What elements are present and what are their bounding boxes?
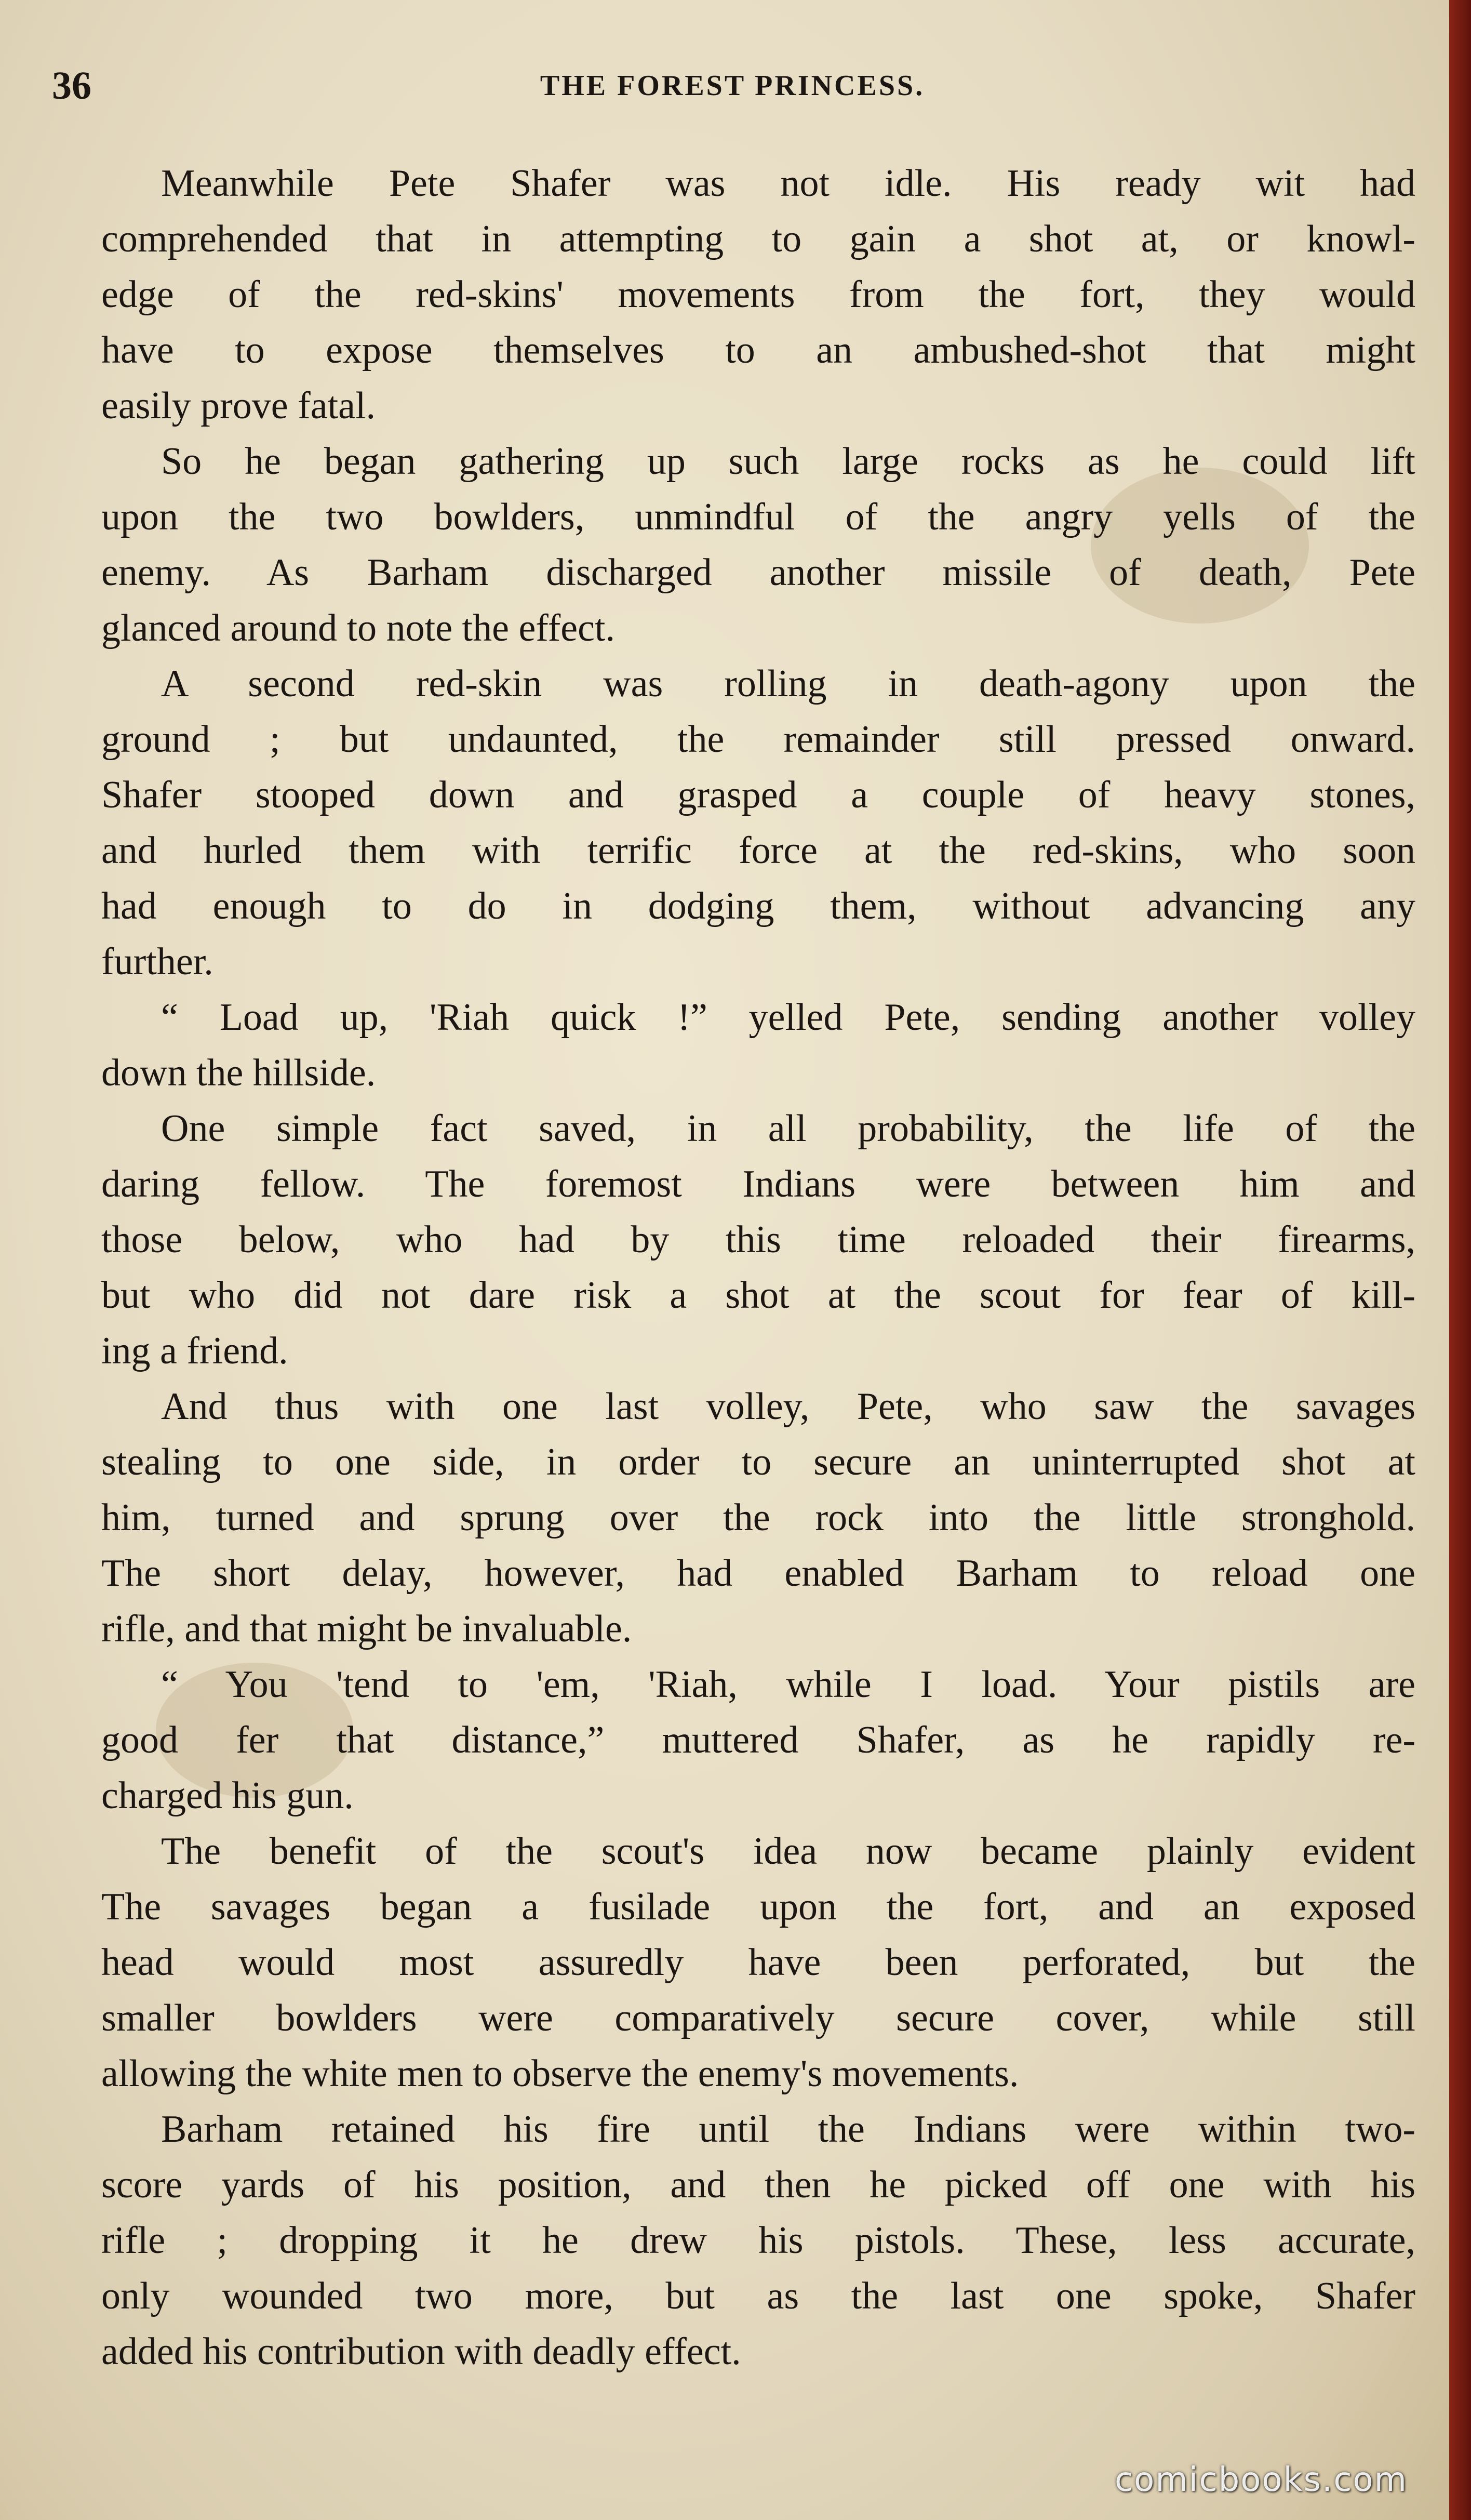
text-line: good fer that distance,” muttered Shafer, as he rapidly re- — [101, 1719, 1415, 1761]
text-line: daring fellow. The foremost Indians were between him and — [101, 1163, 1415, 1205]
watermark: comicbooks.com — [1114, 2461, 1408, 2499]
text-line: only wounded two more, but as the last one spoke, Shafer — [101, 2275, 1415, 2317]
text-line: ing a friend. — [101, 1330, 288, 1372]
text-line: head would most assuredly have been perforated, but the — [101, 1941, 1415, 1984]
text-line: further. — [101, 940, 213, 983]
text-line: enemy. As Barham discharged another missile of death, Pete — [101, 551, 1415, 594]
text-line: stealing to one side, in order to secure an uninterrupted shot at — [101, 1441, 1415, 1483]
body-text — [101, 156, 1415, 2380]
running-head: THE FOREST PRINCESS. — [540, 70, 925, 102]
text-line: allowing the white men to observe the enemy's movements. — [101, 2052, 1019, 2095]
page-edge — [1449, 0, 1471, 2520]
text-line: The savages began a fusilade upon the fort, and an exposed — [101, 1886, 1415, 1928]
text-line: One simple fact saved, in all probability, the life of the — [161, 1107, 1415, 1150]
text-line: “ Load up, 'Riah quick !” yelled Pete, sending another volley — [161, 996, 1415, 1039]
text-line: Barham retained his fire until the Indians were within two- — [161, 2108, 1415, 2151]
text-line: upon the two bowlders, unmindful of the angry yells of the — [101, 496, 1415, 538]
text-line: rifle, and that might be invaluable. — [101, 1608, 632, 1650]
text-line: comprehended that in attempting to gain a shot at, or knowl- — [101, 218, 1415, 260]
page-number: 36 — [52, 64, 91, 108]
text-line: So he began gathering up such large rocks as he could lift — [161, 440, 1415, 483]
text-line: have to expose themselves to an ambushed-shot that might — [101, 329, 1415, 372]
text-line: A second red-skin was rolling in death-agony upon the — [161, 662, 1415, 705]
text-line: down the hillside. — [101, 1052, 376, 1094]
text-line: edge of the red-skins' movements from the fort, they would — [101, 273, 1415, 316]
text-line: Shafer stooped down and grasped a couple of heavy stones, — [101, 774, 1415, 816]
text-line: score yards of his position, and then he picked off one with his — [101, 2164, 1415, 2206]
text-line: added his contribution with deadly effect. — [101, 2330, 741, 2373]
text-line: rifle ; dropping it he drew his pistols. These, less accurate, — [101, 2219, 1415, 2262]
text-line: The short delay, however, had enabled Barham to reload one — [101, 1552, 1415, 1595]
page-header — [52, 57, 1413, 114]
text-line: Meanwhile Pete Shafer was not idle. His ready wit had — [161, 162, 1415, 205]
text-line: smaller bowlders were comparatively secure cover, while still — [101, 1997, 1415, 2039]
text-line: but who did not dare risk a shot at the scout for fear of kill- — [101, 1274, 1415, 1317]
text-line: glanced around to note the effect. — [101, 607, 615, 649]
text-line: easily prove fatal. — [101, 384, 376, 427]
text-line: charged his gun. — [101, 1774, 354, 1817]
text-line: ground ; but undaunted, the remainder still pressed onward. — [101, 718, 1415, 761]
text-line: had enough to do in dodging them, without advancing any — [101, 885, 1415, 927]
text-line: him, turned and sprung over the rock into the little stronghold. — [101, 1496, 1415, 1539]
text-line: The benefit of the scout's idea now became plainly evident — [161, 1830, 1415, 1873]
text-line: “ You 'tend to 'em, 'Riah, while I load. Your pistils are — [161, 1663, 1415, 1706]
text-line: and hurled them with terrific force at the red-skins, who soon — [101, 829, 1415, 872]
text-line: And thus with one last volley, Pete, who saw the savages — [161, 1385, 1415, 1428]
text-line: those below, who had by this time reloaded their firearms, — [101, 1218, 1415, 1261]
